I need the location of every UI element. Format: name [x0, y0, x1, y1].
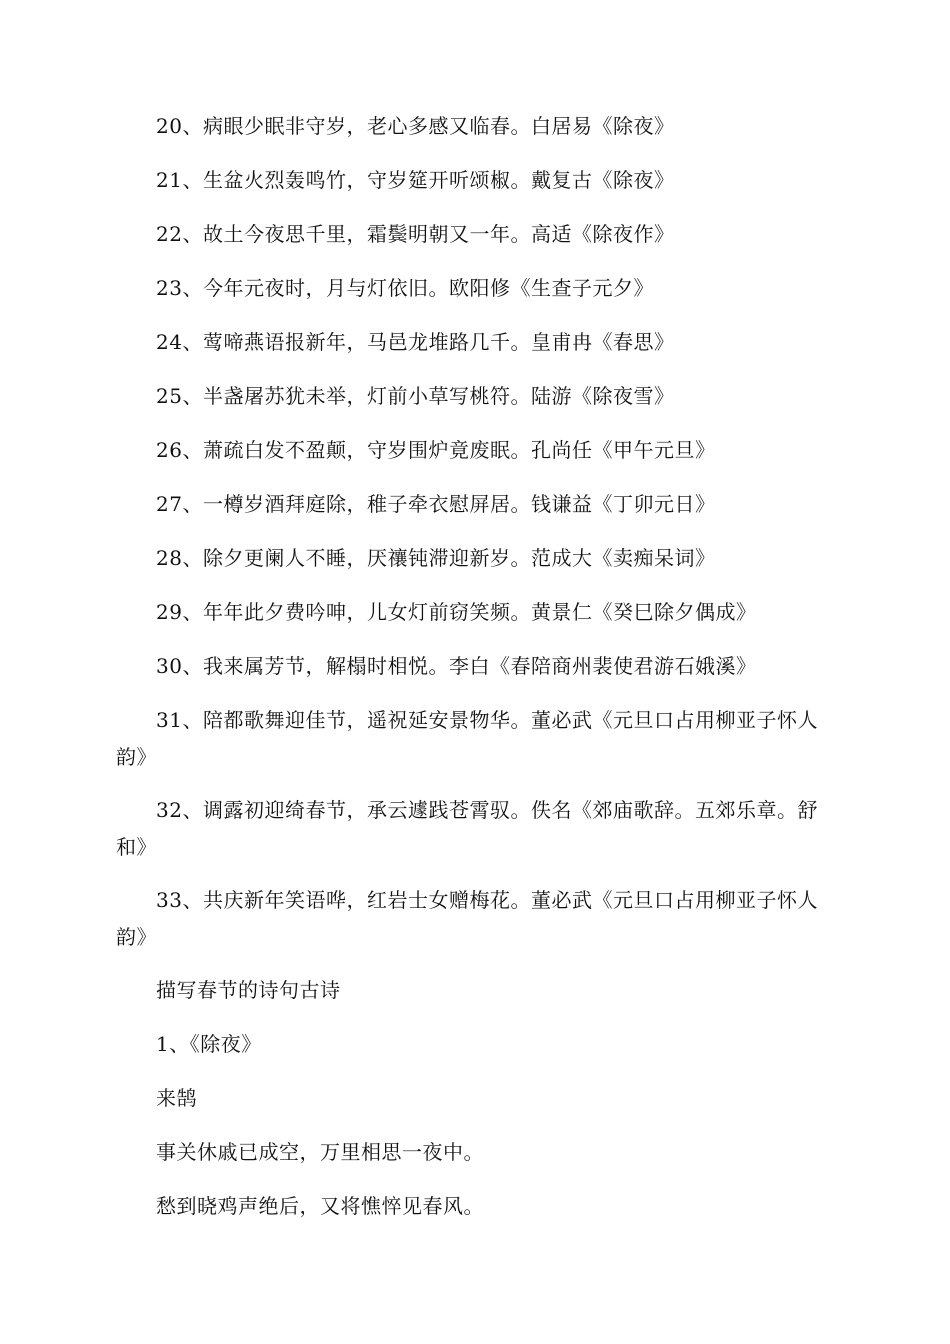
section-heading: 描写春节的诗句古诗	[156, 978, 341, 1002]
poem-line-33: 33、共庆新年笑语哗，红岩士女赠梅花。董必武《元旦口占用柳亚子怀人韵》	[116, 888, 818, 949]
poem-line-20: 20、病眼少眠非守岁，老心多感又临春。白居易《除夜》	[156, 114, 675, 138]
poem-line-21: 21、生盆火烈轰鸣竹，守岁筵开听颂椒。戴复古《除夜》	[156, 168, 675, 192]
poem-line-26: 26、萧疏白发不盈颠，守岁围炉竟废眠。孔尚任《甲午元旦》	[156, 438, 716, 462]
poem-verse-1: 事关休戚已成空，万里相思一夜中。	[156, 1140, 484, 1164]
poem-line-24: 24、莺啼燕语报新年，马邑龙堆路几千。皇甫冉《春思》	[156, 330, 675, 354]
poem-line-28: 28、除夕更阑人不睡，厌禳钝滞迎新岁。范成大《卖痴呆词》	[156, 546, 716, 570]
poem-author: 来鹄	[156, 1086, 197, 1110]
poem-line-27: 27、一樽岁酒拜庭除，稚子牵衣慰屏居。钱谦益《丁卯元日》	[156, 492, 716, 516]
poem-title: 1、《除夜》	[156, 1032, 262, 1056]
poem-line-30: 30、我来属芳节，解榻时相悦。李白《春陪商州裴使君游石娥溪》	[156, 654, 757, 678]
poem-line-25: 25、半盏屠苏犹未举，灯前小草写桃符。陆游《除夜雪》	[156, 384, 675, 408]
poem-line-29: 29、年年此夕费吟呻，儿女灯前窃笑频。黄景仁《癸巳除夕偶成》	[156, 600, 757, 624]
poem-line-31: 31、陪都歌舞迎佳节，遥祝延安景物华。董必武《元旦口占用柳亚子怀人韵》	[116, 708, 818, 769]
poem-verse-2: 愁到晓鸡声绝后，又将憔悴见春风。	[156, 1194, 484, 1218]
poem-line-23: 23、今年元夜时，月与灯依旧。欧阳修《生查子元夕》	[156, 276, 654, 300]
poem-line-32: 32、调露初迎绮春节，承云遽践苍霄驭。佚名《郊庙歌辞。五郊乐章。舒和》	[116, 798, 818, 859]
poem-line-22: 22、故土今夜思千里，霜鬓明朝又一年。高适《除夜作》	[156, 222, 675, 246]
